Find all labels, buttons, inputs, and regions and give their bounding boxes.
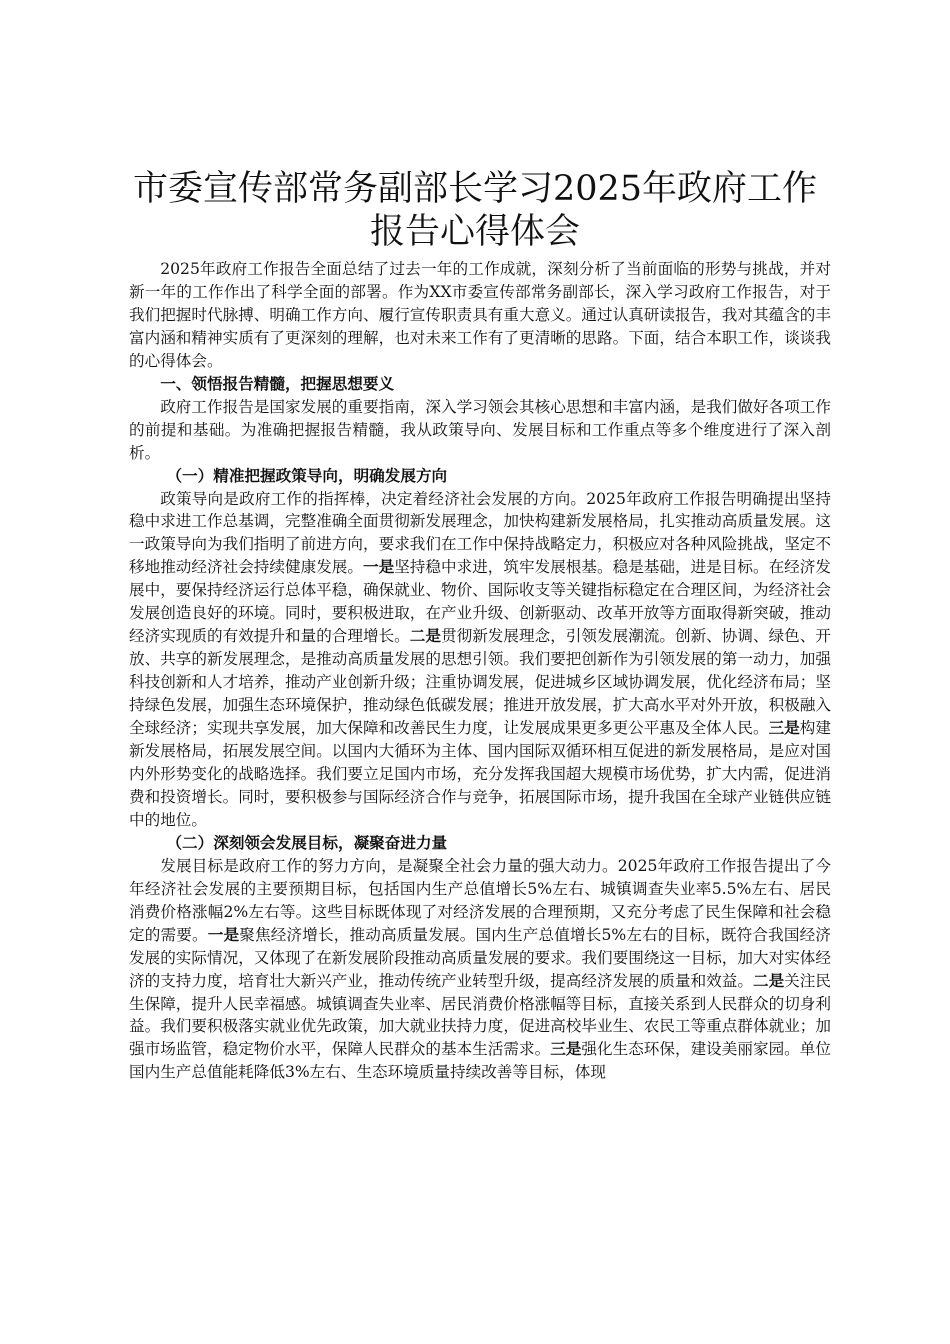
document-body (129, 258, 831, 1084)
point-marker: 二是 (752, 971, 785, 990)
point-marker: 一是 (207, 925, 240, 944)
subsection-2-heading: （二）深刻领会发展目标，凝聚奋进力量 (166, 833, 448, 852)
section-1-paragraph: 政府工作报告是国家发展的重要指南，深入学习领会其核心思想和丰富内涵，是我们做好各项工作的前提和基础。为准确把握报告精髓，我从政策导向、发展目标和工作重点等多个维度进行了深入剖析。 (129, 397, 831, 462)
paragraph-text: 强化生态环保，建设美丽家园。单位国内生产总值能耗降低3%左右、生态环境质量持续改善等目标，体现 (129, 1040, 831, 1082)
point-marker: 二是 (409, 627, 441, 646)
subsection-1-paragraph (129, 488, 831, 832)
point-marker: 三是 (550, 1040, 582, 1059)
subsection-1-heading: （一）精准把握政策导向，明确发展方向 (166, 466, 448, 485)
paragraph-text: 坚持稳中求进，筑牢发展根基。稳是基础，进是目标。在经济发展中，要保持经济运行总体平稳，确保就业、物价、国际收支等关键指标稳定在合理区间，为经济社会发展创造良好的环境。同时，要积极进取，在产业升级、创新驱动、改革开放等方面取得新突破，推动经济实现质的有效提升和量的合理增长。 (129, 558, 831, 646)
title-line-1: 市委宣传部常务副部长学习2025年政府工作 (132, 169, 818, 209)
point-marker: 三是 (768, 719, 800, 738)
intro-paragraph: 2025年政府工作报告全面总结了过去一年的工作成就，深刻分析了当前面临的形势与挑战，并对新一年的工作作出了科学全面的部署。作为XX市委宣传部常务副部长，深入学习政府工作报告，对于我们把握时代脉搏、明确工作方向、履行宣传职责具有重大意义。通过认真研读报告，我对其蕴含的丰富内涵和精神实质有了更深刻的理解，也对未来工作有了更清晰的思路。下面，结合本职工作，谈谈我的心得体会。 (129, 260, 831, 370)
point-marker: 一是 (363, 558, 395, 577)
subsection-2-paragraph (129, 855, 831, 1085)
section-1-heading: 一、领悟报告精髓，把握思想要义 (160, 374, 395, 393)
paragraph-text: 政策导向是政府工作的指挥棒，决定着经济社会发展的方向。2025年政府工作报告明确提出坚持稳中求进工作总基调，完整准确全面贯彻新发展理念，加快构建新发展格局，扎实推动高质量发展。这一政策导向为我们指明了前进方向，要求我们在工作中保持战略定力，积极应对各种风险挑战，坚定不移地推动经济社会持续健康发展。 (129, 489, 831, 577)
paragraph-text: 贯彻新发展理念，引领发展潮流。创新、协调、绿色、开放、共享的新发展理念，是推动高质量发展的思想引领。我们要把创新作为引领发展的第一动力，加强科技创新和人才培养，推动产业创新升级；注重协调发展，促进城乡区域协调发展，优化经济布局；坚持绿色发展，加强生态环境保护，推动绿色低碳发展；推进开放发展，扩大高水平对外开放，积极融入全球经济；实现共享发展，加大保障和改善民生力度，让发展成果更多更公平惠及全体人民。 (129, 627, 831, 738)
paragraph-text: 聚焦经济增长，推动高质量发展。国内生产总值增长5%左右的目标，既符合我国经济发展的实际情况，又体现了在新发展阶段推动高质量发展的要求。我们要围绕这一目标，加大对实体经济的支持力度，培育壮大新兴产业，推动传统产业转型升级，提高经济发展的质量和效益。 (129, 925, 831, 990)
paragraph-text: 构建新发展格局，拓展发展空间。以国内大循环为主体、国内国际双循环相互促进的新发展格局，是应对国内外形势变化的战略选择。我们要立足国内市场，充分发挥我国超大规模市场优势，扩大内需，促进消费和投资增长。同时，要积极参与国际经济合作与竞争，拓展国际市场，提升我国在全球产业链供应链中的地位。 (129, 719, 831, 829)
paragraph-text: 发展目标是政府工作的努力方向，是凝聚全社会力量的强大动力。2025年政府工作报告提出了今年经济社会发展的主要预期目标，包括国内生产总值增长5%左右、城镇调查失业率5.5%左右、居民消费价格涨幅2%左右等。这些目标既体现了对经济发展的合理预期，又充分考虑了民生保障和社会稳定的需要。 (129, 856, 831, 944)
document-title (110, 168, 840, 254)
paragraph-text: 关注民生保障，提升人民幸福感。城镇调查失业率、居民消费价格涨幅等目标，直接关系到人民群众的切身利益。我们要积极落实就业优先政策，加大就业扶持力度，促进高校毕业生、农民工等重点群体就业；加强市场监管，稳定物价水平，保障人民群众的基本生活需求。 (129, 971, 831, 1059)
title-line-2: 报告心得体会 (369, 212, 580, 252)
